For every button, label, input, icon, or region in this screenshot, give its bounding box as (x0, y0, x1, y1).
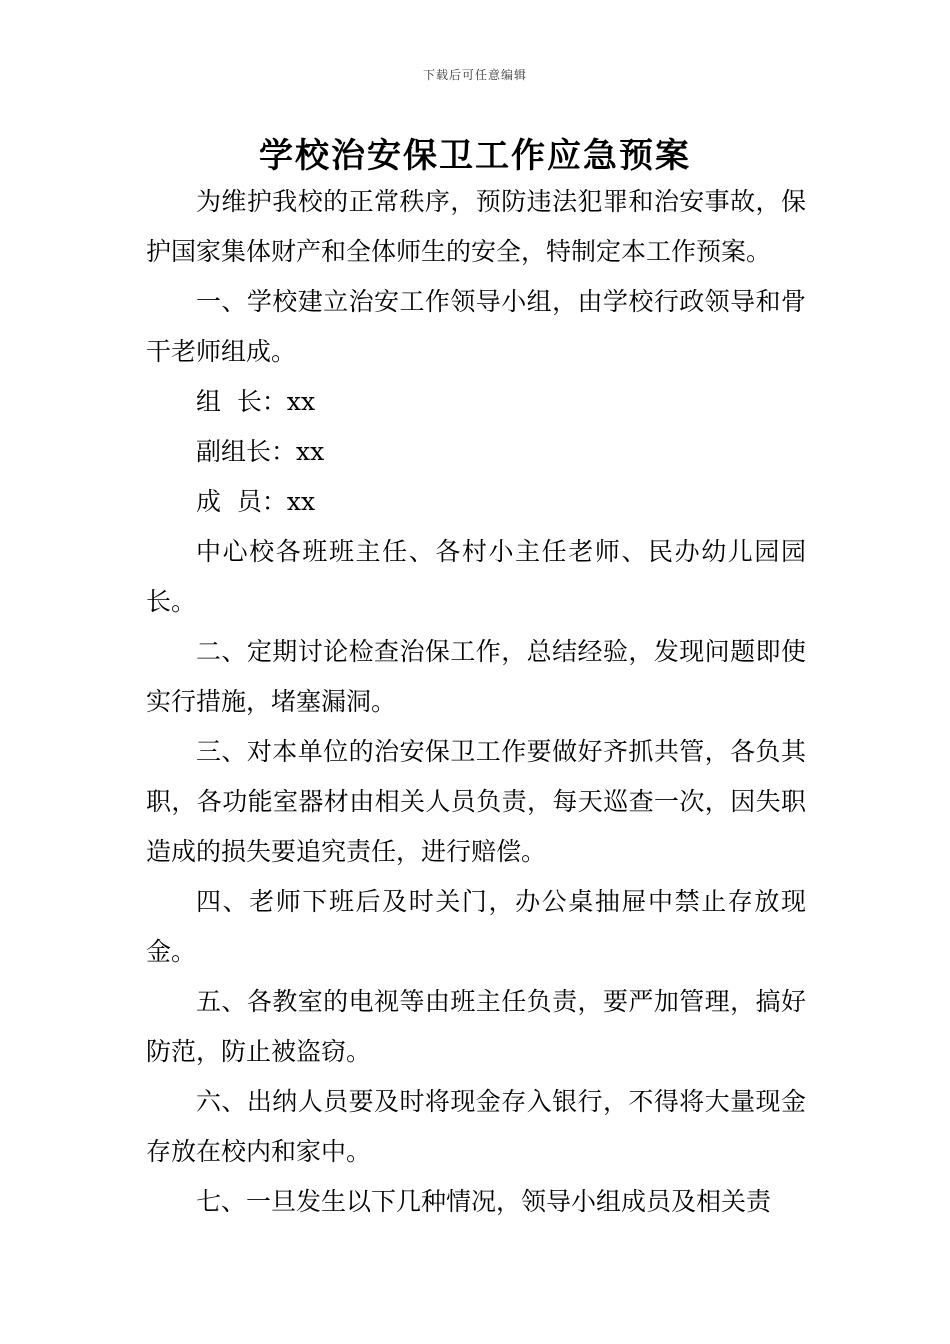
document-body (146, 177, 806, 1227)
paragraph-1: 一、学校建立治安工作领导小组，由学校行政领导和骨干老师组成。 (146, 287, 806, 366)
deputy-line: 副组长：xx (196, 437, 325, 466)
paragraph-6: 六、出纳人员要及时将现金存入银行，不得将大量现金存放在校内和家中。 (146, 1087, 806, 1166)
paragraph-7: 七、一旦发生以下几种情况，领导小组成员及相关责 (196, 1187, 772, 1216)
header-note: 下载后可任意编辑 (422, 68, 527, 82)
paragraph-2: 二、定期讨论检查治保工作，总结经验，发现问题即使实行措施，堵塞漏洞。 (146, 637, 806, 716)
paragraph-3: 三、对本单位的治安保卫工作要做好齐抓共管，各负其职，各功能室器材由相关人员负责，每天巡查一次，因失职造成的损失要追究责任，进行赔偿。 (146, 737, 806, 866)
paragraph-4: 四、老师下班后及时关门，办公桌抽屉中禁止存放现金。 (146, 887, 806, 966)
leader-line: 组 长：xx (196, 387, 316, 416)
paragraph-5: 五、各教室的电视等由班主任负责，要严加管理，搞好防范，防止被盗窃。 (146, 987, 806, 1066)
document-title: 学校治安保卫工作应急预案 (259, 136, 691, 176)
members-detail: 中心校各班班主任、各村小主任老师、民办幼儿园园长。 (146, 537, 806, 616)
members-line: 成 员：xx (196, 487, 316, 516)
paragraph-intro: 为维护我校的正常秩序，预防违法犯罪和治安事故，保护国家集体财产和全体师生的安全，特制定本工作预案。 (146, 187, 806, 266)
